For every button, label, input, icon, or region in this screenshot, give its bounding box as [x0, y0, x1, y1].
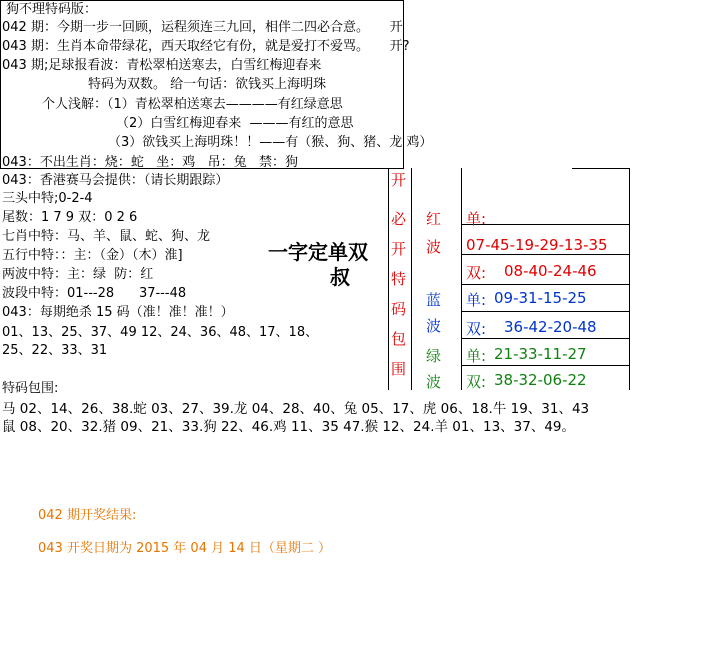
- body-line: 波段中特：01---28 37---48: [2, 286, 187, 301]
- grid-left-char: 围: [391, 360, 407, 378]
- red-double-label: 双:: [466, 264, 487, 282]
- wave-label-blue: 蓝: [426, 291, 442, 309]
- body-line: 七肖中特：马、羊、鼠、蛇、狗、龙: [2, 229, 211, 244]
- line-042: 042 期：今期一步一回顾，运程须连三九回，相伴二四必合意。 开: [2, 20, 403, 35]
- body-line: 五行中特：：主：（金）（木）淮]: [2, 248, 183, 263]
- green-double-label: 双:: [466, 373, 487, 391]
- line-043-e: （2）白雪红梅迎春来 ———有红的意思: [116, 116, 354, 131]
- line-043-c: 特码为双数。 给一句话：欲钱买上海明珠: [88, 77, 327, 92]
- big-title: 一字定单双: [268, 240, 368, 264]
- big-title-suffix: 叔: [330, 265, 350, 289]
- grid-border-right: [629, 168, 630, 390]
- blue-double-value: 36-42-20-48: [504, 318, 597, 336]
- line-043-a: 043 期：生肖本命带绿花，西天取经它有份，就是爱打不爱骂。 开?: [2, 39, 410, 54]
- grid-hline: [461, 365, 630, 366]
- green-single-value: 21-33-11-27: [494, 345, 587, 363]
- draw-date-line: 043 开奖日期为 2015 年 04 月 14 日（星期二 ）: [38, 541, 332, 556]
- body-line: 25、22、33、31: [2, 343, 108, 358]
- wave-label-red-2: 波: [426, 238, 442, 256]
- wave-label-red: 红: [426, 210, 442, 228]
- line-043-f: （3）欲钱买上海明珠！！——有（猴、狗、猪、龙 鸡）: [108, 135, 433, 150]
- body-line: 043：每期绝杀 15 码（准！准！准！）: [2, 305, 234, 320]
- grid-hline: [461, 338, 630, 339]
- blue-single-label: 单:: [466, 291, 487, 309]
- red-single-label: 单:: [466, 210, 487, 228]
- green-double-value: 38-32-06-22: [494, 371, 587, 389]
- grid-left-column: [391, 204, 406, 384]
- wave-label-green: 绿: [426, 347, 442, 365]
- grid-left-char: 特: [391, 270, 407, 288]
- grid-divider-2: [461, 168, 462, 390]
- blue-double-label: 双:: [466, 320, 487, 338]
- grid-hline: [461, 224, 630, 225]
- grid-hline: [461, 284, 630, 285]
- wave-label-blue-2: 波: [426, 317, 442, 335]
- green-single-label: 单:: [466, 347, 487, 365]
- body-line: 043：香港赛马会提供：（请长期跟踪）: [2, 173, 229, 188]
- line-043-d: 个人浅解：（1）青松翠柏送寒去————有红绿意思: [42, 97, 343, 112]
- grid-border-left: [388, 168, 389, 390]
- grid-hline: [461, 254, 630, 255]
- body-line: 三头中特;0-2-4: [2, 191, 93, 206]
- grid-top-line: [572, 168, 630, 169]
- grid-left-char: 包: [391, 330, 407, 348]
- grid-left-char: 开: [391, 240, 407, 258]
- grid-divider-1: [411, 168, 412, 390]
- special-line-2: 鼠 08、20、32.猪 09、21、33.狗 22、46.鸡 11、35 47.猴 12、24.羊 01、13、37、49。: [2, 419, 576, 435]
- body-line: 两波中特：主：绿 防：红: [2, 267, 154, 282]
- special-title: 特码包围:: [2, 381, 59, 396]
- red-single-value: 07-45-19-29-13-35: [466, 236, 608, 254]
- grid-left-top: 开: [391, 171, 407, 189]
- body-line: 01、13、25、37、49 12、24、36、48、17、18、: [2, 325, 319, 340]
- result-title: 042 期开奖结果:: [38, 508, 137, 523]
- line-043-b: 043 期;足球报看波：青松翠柏送寒去，白雪红梅迎春来: [2, 58, 322, 73]
- grid-left-char: 必: [391, 210, 407, 228]
- blue-single-value: 09-31-15-25: [494, 289, 587, 307]
- wave-grid: [388, 168, 630, 390]
- body-line: 043：不出生肖：烧：蛇 坐：鸡 吊：兔 禁：狗: [2, 155, 299, 170]
- red-double-value: 08-40-24-46: [504, 262, 597, 280]
- doc-title: 狗不理特码版：: [6, 2, 98, 17]
- body-line: 尾数：1 7 9 双：0 2 6: [2, 210, 138, 225]
- grid-left-char: 码: [391, 300, 407, 318]
- special-line-1: 马 02、14、26、38.蛇 03、27、39.龙 04、28、40、兔 05、17、虎 06、18.牛 19、31、43: [2, 401, 590, 417]
- grid-hline: [461, 311, 630, 312]
- wave-label-green-2: 波: [426, 373, 442, 391]
